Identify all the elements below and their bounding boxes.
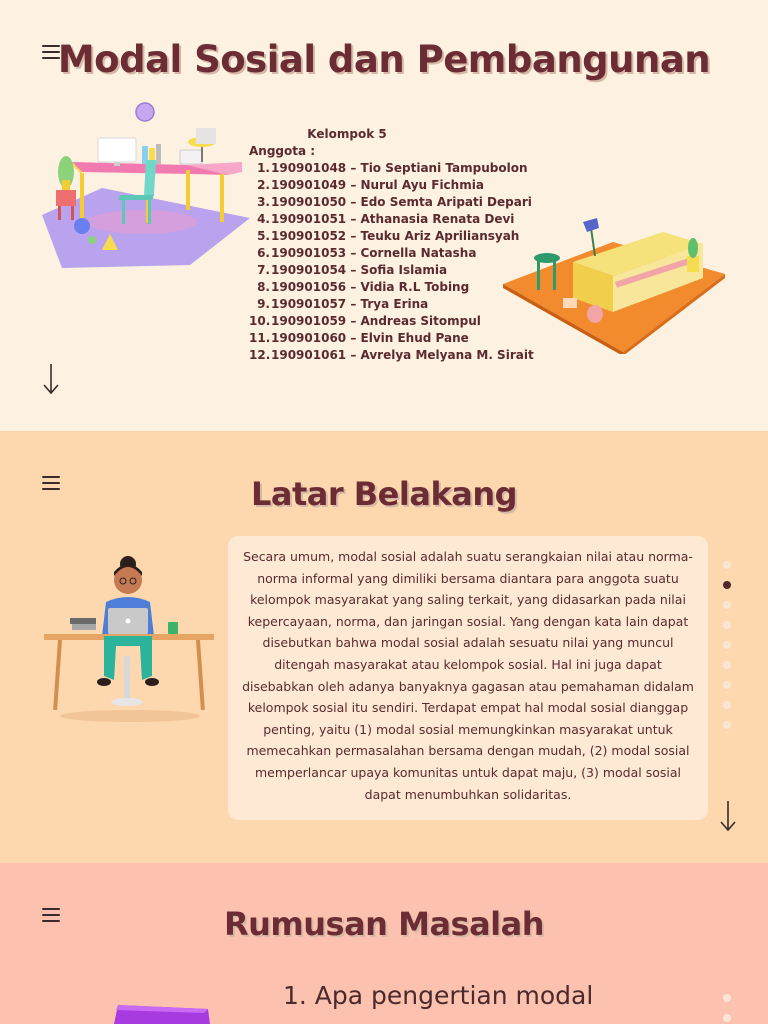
slide-pagination <box>723 561 731 741</box>
slide-title: Latar Belakang <box>250 475 517 513</box>
pagination-dot[interactable] <box>723 701 731 709</box>
list-item: 5. 190901052 – Teuku Ariz Apriliansyah <box>257 229 520 243</box>
list-item: 9. 190901057 – Trya Erina <box>257 297 429 311</box>
background-paragraph: Secara umum, modal sosial adalah suatu serangkaian nilai atau norma-norma informal yang dimiliki bersama diantara para anggota suatu kelompok masyarakat yang saling terkait, yang didasarkan pada nilai kepercayaan, norma, dan jaringan sosial. Yang dengan kata lain dapat disebutkan bahwa modal sosial adalah sesuatu nilai yang muncul ditengah masyarakat atau kelompok sosial. Hal ini juga dapat disebabkan oleh adanya banyaknya gagasan atau pemahaman didalam kelompok sosial itu sendiri. Terdapat empat hal modal sosial dianggap penting, yaitu (1) modal sosial memungkinkan masyarakat untuk memecahkan permasalahan bersama dengan mudah, (2) modal sosial memperlancar upaya komunitas untuk dapat maju, (3) modal sosial dapat menumbuhkan solidaritas. <box>242 549 694 802</box>
page-title: Modal Sosial dan Pembangunan <box>57 38 711 81</box>
list-item: 12. 190901061 – Avrelya Melyana M. Sirait <box>249 348 534 362</box>
pagination-dot[interactable] <box>723 621 731 629</box>
background-text-box <box>228 536 708 820</box>
pagination-dot[interactable] <box>723 561 731 569</box>
list-item: 10. 190901059 – Andreas Sitompul <box>249 314 481 328</box>
pagination-dot-active[interactable] <box>723 581 731 589</box>
list-item: 4. 190901051 – Athanasia Renata Devi <box>257 212 515 226</box>
list-item: 1. 190901048 – Tio Septiani Tampubolon <box>257 161 528 175</box>
pagination-dot[interactable] <box>723 721 731 729</box>
pagination-dot[interactable] <box>723 994 731 1002</box>
study-desk-illustration <box>503 212 727 354</box>
slide-title-page <box>0 0 768 431</box>
pagination-dot[interactable] <box>723 1014 731 1022</box>
slide-title: Rumusan Masalah <box>223 905 545 943</box>
slide-pagination <box>723 994 731 1024</box>
slide-problem-statement <box>0 863 768 1024</box>
person-laptop-illustration <box>44 556 216 726</box>
arrow-down-icon[interactable] <box>42 362 60 396</box>
list-item: 8. 190901056 – Vidia R.L Tobing <box>257 280 470 294</box>
pagination-dot[interactable] <box>723 681 731 689</box>
list-item: 7. 190901054 – Sofia Islamia <box>257 263 448 277</box>
group-name: Kelompok 5 <box>307 127 387 141</box>
pagination-dot[interactable] <box>723 661 731 669</box>
list-item: 3. 190901050 – Edo Semta Aripati Depari <box>257 195 532 209</box>
list-item: 6. 190901053 – Cornella Natasha <box>257 246 477 260</box>
desk-room-illustration <box>42 100 250 270</box>
purple-block-illustration <box>112 1001 212 1024</box>
pagination-dot[interactable] <box>723 641 731 649</box>
question-item: 1. Apa pengertian modal <box>283 981 594 1010</box>
list-item: 11. 190901060 – Elvin Ehud Pane <box>249 331 469 345</box>
slide-background <box>0 431 768 863</box>
members-label: Anggota : <box>249 144 316 158</box>
arrow-down-icon[interactable] <box>719 799 737 833</box>
list-item: 2. 190901049 – Nurul Ayu Fichmia <box>257 178 484 192</box>
pagination-dot[interactable] <box>723 601 731 609</box>
